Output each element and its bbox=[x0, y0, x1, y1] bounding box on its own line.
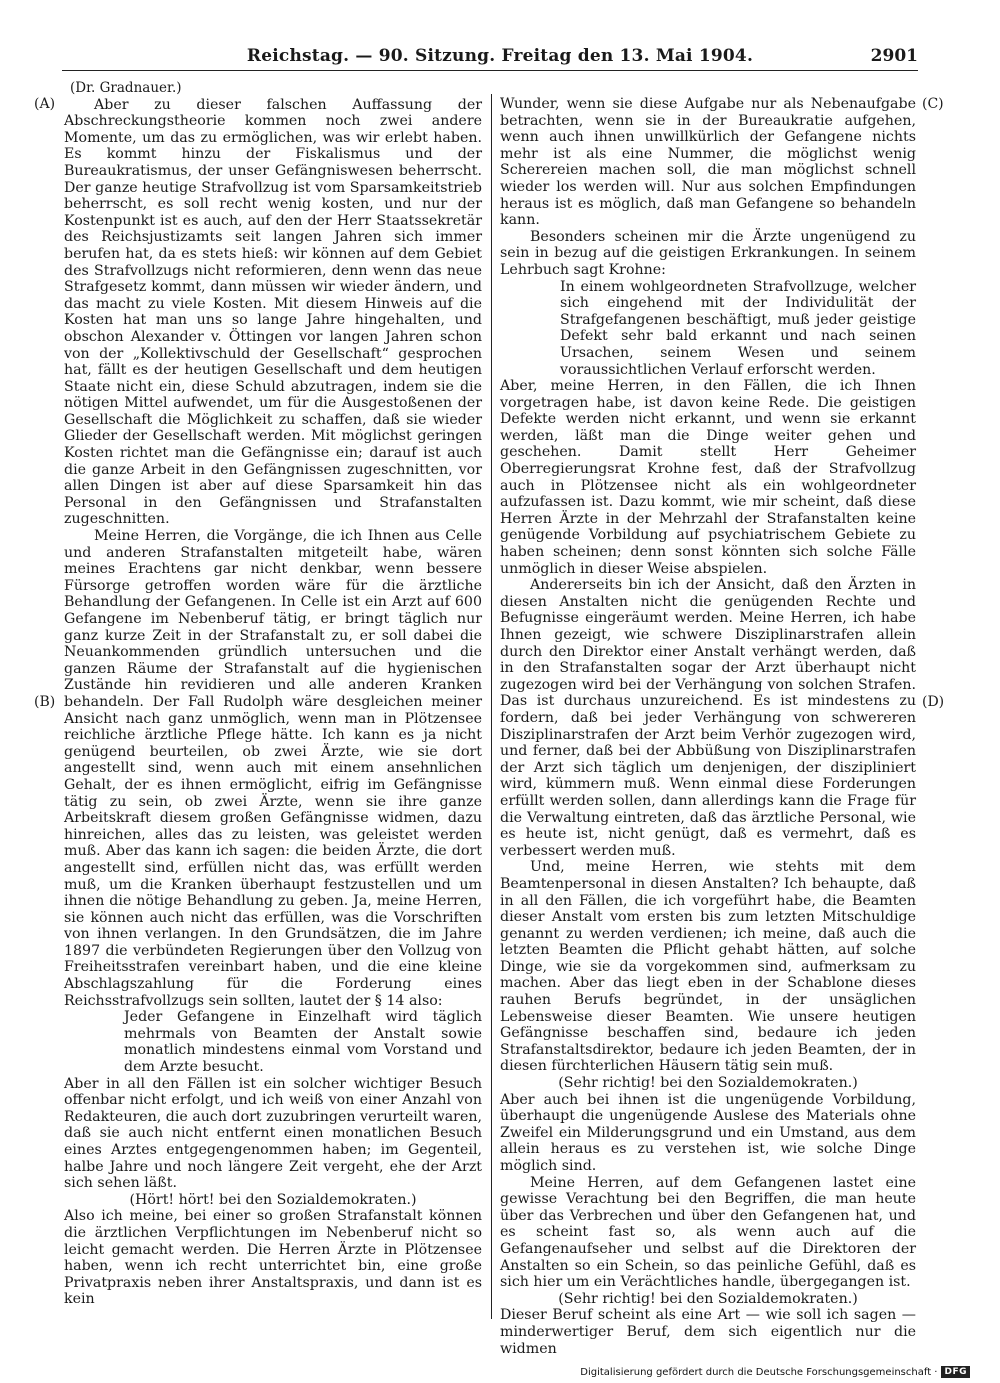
paragraph: Meine Herren, die Vorgänge, die ich Ihnen aus Celle und anderen Strafanstalten mitgeteilt habe, wären meines Erachtens gar nicht denkbar, wenn bessere Fürsorge getroffen worden wäre für die ärztliche Behandlung der Gefangenen. In Celle ist ein Arzt auf 600 Gefangene im Nebenberuf tätig, er bringt täglich nur ganz kurze Zeit in der Strafanstalt zu, er soll dabei die Neuankommenden gründlich untersuchen und die ganzen Räume der Strafanstalt auf die hygienischen Zustände hin revidieren und alle anderen Kranken behandeln. Der Fall Rudolph wäre desgleichen meiner Ansicht nach ganz unmöglich, wenn man in Plötzensee reichliche ärztliche Pflege hätte. Ich kann es ja nicht genügend beurteilen, ob zwei Ärzte, wie sie dort angestellt sind, wenn auch mit einem ansehnlichen Gehalt, der es ihnen ermöglicht, eifrig im Gefängnisse tätig zu sein, ob zwei Ärzte, wenn sie ihre ganze Arbeitskraft diesem großen Gefängnisse widmen, dazu hinreichen, alles das zu leisten, was geleistet werden muß. Aber das kann ich sagen: die beiden Ärzte, die dort angestellt sind, erfüllen nicht das, was erfüllt werden muß, um die Kranken überhaupt festzustellen und um ihnen die nötige Behandlung zu geben. Ja, meine Herren, sie können auch nicht das erfüllen, was die Vorschriften von ihnen verlangen. In den Grundsätzen, die im Jahre 1897 die verbündeten Regierungen über den Vollzug von Freiheitsstrafen vereinbart haben, und die eine kleine Abschlagszahlung für die Forderung eines Reichsstrafvollzugs sein sollten, lautet der § 14 also: bbox=[64, 528, 482, 1009]
paragraph: Dieser Beruf scheint als eine Art — wie soll ich sagen — minderwertiger Beruf, dem sich eigentlich nur die widmen bbox=[500, 1307, 916, 1357]
column-divider bbox=[491, 94, 492, 1319]
paragraph: Wunder, wenn sie diese Aufgabe nur als Nebenaufgabe betrachten, wenn sie in der Bureaukratie aufgehen, wenn auch ihnen unwillkürlich der Gefangene nichts mehr ist als eine Nummer, die möglichst wenig Scherereien machen soll, die man möglichst schnell wieder los werden will. Nur aus solchen Empfindungen heraus ist es möglich, daß man Gefangene so behandeln kann. bbox=[500, 96, 916, 229]
dfg-logo: DFG bbox=[941, 1366, 970, 1378]
paragraph: Also ich meine, bei einer so großen Strafanstalt können die ärztlichen Verpflichtungen im Nebenberuf nicht so leicht gemacht werden. Die Herren Ärzte in Plötzensee haben, wenn ich recht unterrichtet bin, eine große Privatpraxis neben ihrer Anstaltspraxis, und dann ist es kein bbox=[64, 1208, 482, 1308]
interjection: (Hört! hört! bei den Sozialdemokraten.) bbox=[129, 1191, 417, 1208]
page-number: 2901 bbox=[870, 46, 918, 66]
left-column bbox=[64, 80, 482, 1308]
interjection: (Sehr richtig! bei den Sozialdemokraten.) bbox=[558, 1075, 858, 1092]
block-quote: In einem wohlgeordneten Strafvollzuge, welcher sich eingehend mit der Individulität der Strafgefangenen beschäftigt, muß jeder geistige Defekt sehr bald erkannt und nach seinen Ursachen, seinem Wesen und seinem voraussichtlichen Verlauf erforscht werden. bbox=[560, 278, 916, 378]
paragraph: Und, meine Herren, wie stehts mit dem Beamtenpersonal in diesen Anstalten? Ich behaupte, daß in all den Fällen, die ich vorgeführt habe, die Beamten dieser Anstalt vom ersten bis zum letzten Mitschuldige genannt zu werden verdienen; ich meine, daß auch die letzten Beamten die Pflicht gehabt hätten, auf solche Dinge, wie sie da vorgekommen sind, aufmerksam zu machen. Aber das liegt eben in der Schablone dieses rauhen Berufs begründet, in der unsäglichen Lebensweise dieser Beamten. Wie unsere heutigen Gefängnisse beschaffen sind, bedaure ich jeden Strafanstaltsdirektor, bedaure ich jeden Beamten, der in diesen fürchterlichen Häusern tätig sein muß. bbox=[500, 859, 916, 1075]
paragraph: Aber, meine Herren, in den Fällen, die ich Ihnen vorgetragen habe, ist davon keine Rede. Die geistigen Defekte werden nicht erkannt, und wenn sie erkannt werden, läßt man die Dinge weiter gehen und geschehen. Damit stellt Herr Geheimer Oberregierungsrat Krohne fest, daß der Strafvollzug auch in Plötzensee nicht als ein wohlgeordneter aufzufassen ist. Dazu kommt, wie mir scheint, daß diese Herren Ärzte in der Mehrzahl der Strafanstalten keine genügende Vorbildung auf psychiatrischem Gebiete zu haben scheinen; denn sonst könnten sich solche Fälle unmöglich in dieser Weise abspielen. bbox=[500, 378, 916, 577]
margin-mark-b: (B) bbox=[34, 694, 56, 710]
margin-mark-a: (A) bbox=[34, 96, 56, 112]
right-column bbox=[500, 96, 916, 1357]
paragraph: Besonders scheinen mir die Ärzte ungenügend zu sein in bezug auf die geistigen Erkrankungen. In seinem Lehrbuch sagt Krohne: bbox=[500, 228, 916, 278]
margin-mark-c: (C) bbox=[922, 96, 944, 112]
paragraph: Aber zu dieser falschen Auffassung der Abschreckungstheorie kommen noch zwei andere Momente, um das zu ermöglichen, was wir erlebt haben. Es kommt hinzu der Fiskalismus und der Bureaukratismus, der unser Gefängniswesen beherrscht. Der ganze heutige Strafvollzug ist vom Sparsamkeitstrieb beherrscht, es soll recht wenig kosten, und nur der Kostenpunkt ist es auch, auf den der Herr Staatssekretär des Reichsjustizamts seit langen Jahren sich immer berufen hat, da es stets hieß: wir können auf dem Gebiet des Strafvollzugs nicht reformieren, denn wenn das neue Strafgesetz kommt, dann müssen wir wieder ändern, und das macht zu viele Kosten. Mit diesem Hinweis auf die Kosten hat man uns so lange Jahre hingehalten, und obschon Alexander v. Öttingen vor langen Jahren schon von der „Kollektivschuld der Gesellschaft“ gesprochen hat, fällt es der heutigen Gesellschaft und dem heutigen Staate nicht ein, diese Schuld abzutragen, indem sie die nötigen Mittel aufwendet, um für die Ausgestoßenen der Gesellschaft die Möglichkeit zu schaffen, daß sie wieder Glieder der Gesellschaft werden. Mit möglichst geringen Kosten richtet man die Gefängnisse ein; darauf ist auch die ganze Arbeit in den Gefängnissen zugeschnitten, vor allen Dingen ist aber auf diese Sparsamkeit hin das Personal in den Gefängnissen und Strafanstalten zugeschnitten. bbox=[64, 96, 482, 528]
page-title: Reichstag. — 90. Sitzung. Freitag den 13. Mai 1904. bbox=[246, 46, 754, 66]
paragraph: Aber in all den Fällen ist ein solcher wichtiger Besuch offenbar nicht erfolgt, und ich weiß von einer Anzahl von Redakteuren, die auch dort zuzubringen verurteilt waren, daß sie auch nicht entfernt einen monatlichen Besuch eines Arztes entgegengenommen haben; im Gegenteil, halbe Jahre und noch längere Zeit vergeht, ehe der Arzt sich sehen läßt. bbox=[64, 1075, 482, 1192]
page-header bbox=[0, 46, 1000, 70]
paragraph: Andererseits bin ich der Ansicht, daß den Ärzten in diesen Anstalten nicht die genügenden Rechte und Befugnisse eingeräumt werden. Meine Herren, ich habe Ihnen gezeigt, wie schwere Disziplinarstrafen allein durch den Direktor einer Anstalt verhängt werden, daß in den Strafanstalten sogar der Arzt überhaupt nicht zugezogen wird bei der Verhängung von solchen Strafen. Das ist durchaus unzureichend. Es ist mindestens zu fordern, daß bei jeder Verhängung von schwereren Disziplinarstrafen der Arzt beim Verhör zugezogen wird, und ferner, daß bei der Abbüßung von Disziplinarstrafen der Arzt sich täglich um denjenigen, der diszipliniert wird, kümmern muß. Wenn einmal diese Forderungen erfüllt werden sollen, dann allerdings kann die Frage für die Verwaltung eintreten, daß das ärztliche Personal, wie es heute ist, nicht genügt, daß es vermehrt, daß es verbessert werden muß. bbox=[500, 577, 916, 859]
paragraph: Aber auch bei ihnen ist die ungenügende Vorbildung, überhaupt die ungenügende Auslese des Materials ohne Zweifel ein Milderungsgrund und ein Umstand, aus dem allein heraus es zu verstehen ist, wie solche Dinge möglich sind. bbox=[500, 1091, 916, 1174]
footer bbox=[580, 1366, 970, 1378]
speaker-label: (Dr. Gradnauer.) bbox=[70, 80, 182, 96]
interjection: (Sehr richtig! bei den Sozialdemokraten.) bbox=[558, 1290, 858, 1307]
margin-mark-d: (D) bbox=[922, 694, 945, 710]
footer-text: Digitalisierung gefördert durch die Deutsche Forschungsgemeinschaft · bbox=[580, 1366, 938, 1378]
header-rule bbox=[62, 70, 918, 71]
paragraph: Meine Herren, auf dem Gefangenen lastet eine gewisse Verachtung bei den Begriffen, die man heute über das Verbrechen und über den Gefangenen hat, und es scheint fast so, als wenn auch auf die Gefangenaufseher und selbst auf die Direktoren der Anstalten so ein Schein, so das peinliche Gefühl, daß es sich hier um ein Verächtliches handle, übergegangen ist. bbox=[500, 1174, 916, 1291]
block-quote: Jeder Gefangene in Einzelhaft wird täglich mehrmals von Beamten der Anstalt sowie monatlich mindestens einmal vom Vorstand und dem Arzte besucht. bbox=[124, 1009, 482, 1076]
